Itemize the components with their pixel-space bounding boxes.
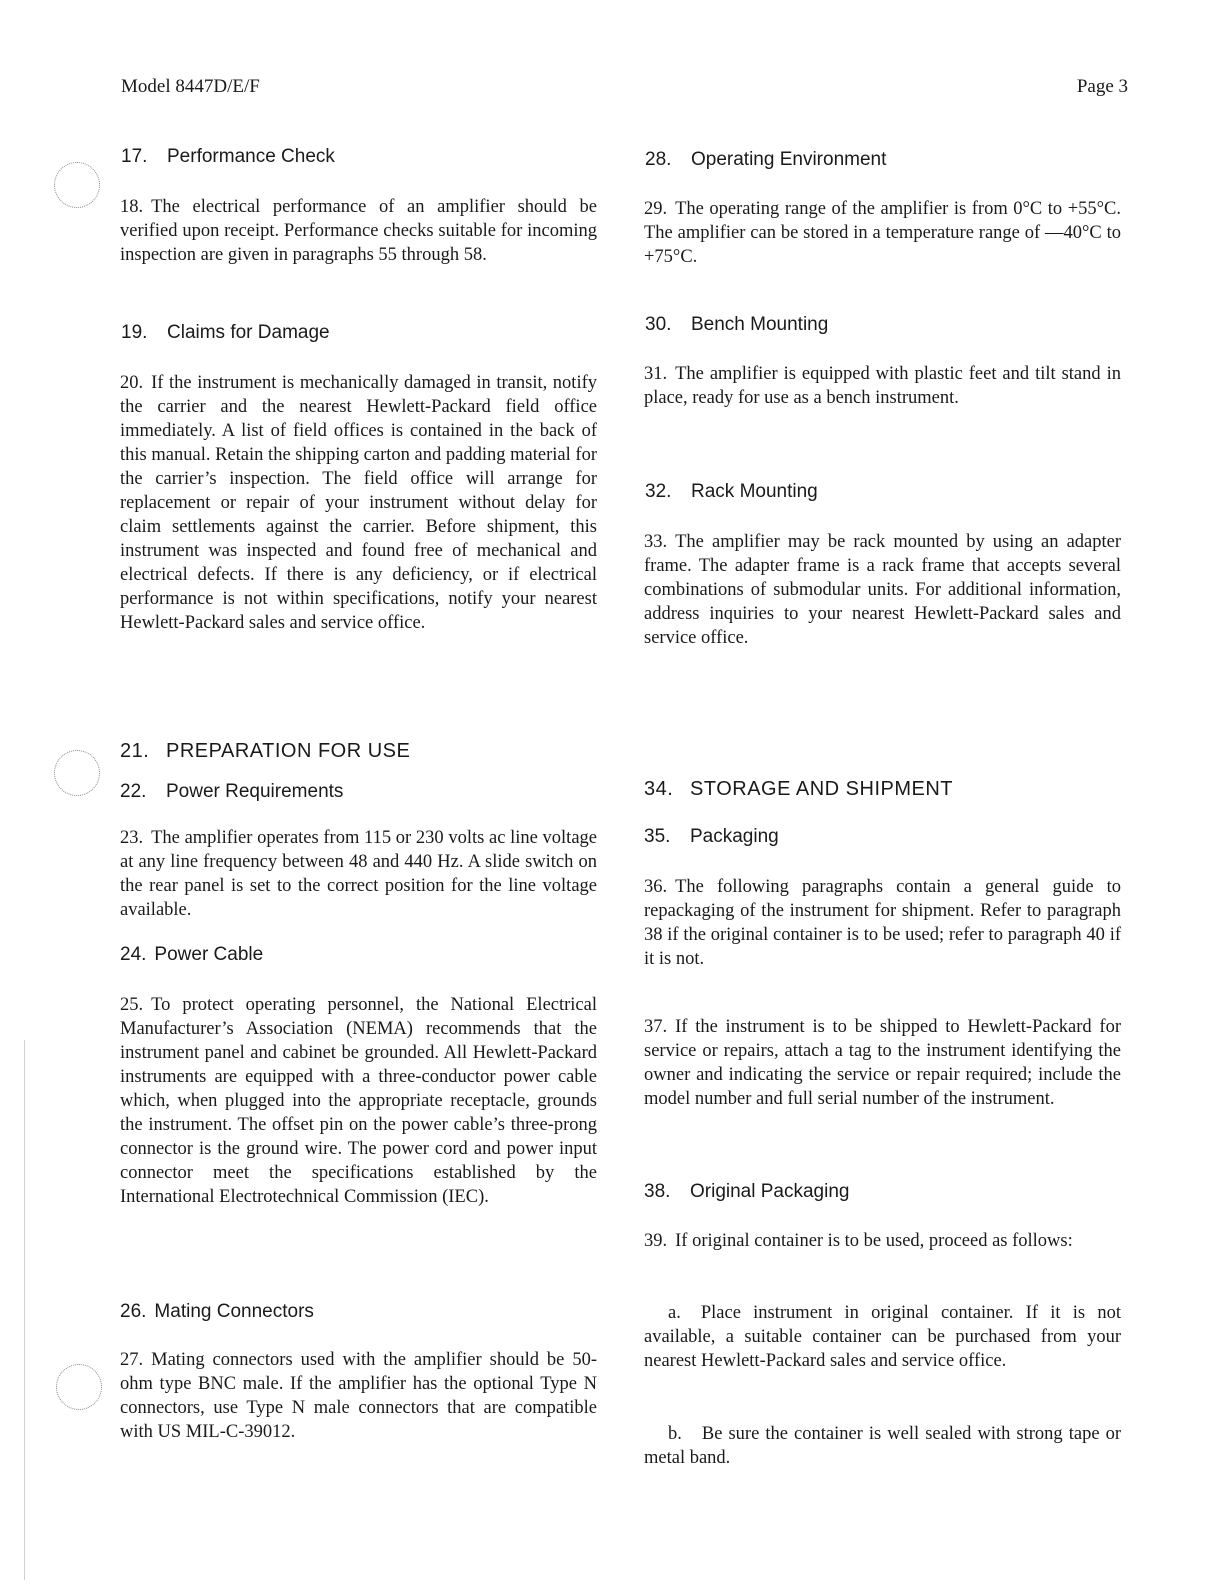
heading-operating-environment: 28. Operating Environment xyxy=(645,149,887,170)
binder-hole-bottom xyxy=(56,1364,102,1410)
paragraph-33: 33. The amplifier may be rack mounted by using an adapter frame. The adapter frame is a rack frame that accepts several combinations of submodular units. For additional information, address inquiries to your nearest Hewlett-Packard sales and service office. xyxy=(644,532,1121,648)
paragraph-25: 25. To protect operating personnel, the National Electrical Manufacturer’s Association (NEMA) recommends that the instrument panel and cabinet be grounded. All Hewlett-Packard instruments are equipped with a three-conductor power cable which, when plugged into the appropriate receptacle, grounds the instrument. The offset pin on the power cable’s three-prong connector is the ground wire. The power cord and power input connector meet the specifications established by the International Electrotechnical Commission (IEC). xyxy=(120,995,597,1207)
heading-performance-check: 17. Performance Check xyxy=(121,146,335,167)
page-number: Page 3 xyxy=(1076,76,1128,97)
binder-hole-middle xyxy=(54,750,100,796)
paragraph-20: 20. If the instrument is mechanically damaged in transit, notify the carrier and the nearest Hewlett-Packard field office immediately. A list of field offices is contained in the back of this manual. Retain the shipping carton and padding material for the carrier’s inspection. The field office will arrange for replacement or repair of your instrument without delay for claim settlements against the carrier. Before shipment, this instrument was inspected and found free of mechanical and electrical defects. If there is any deficiency, or if electrical performance is not within specifications, notify your nearest Hewlett-Packard sales and service office. xyxy=(120,373,597,633)
heading-preparation-for-use: 21. PREPARATION FOR USE xyxy=(120,740,411,762)
heading-power-requirements: 22. Power Requirements xyxy=(120,781,344,802)
paragraph-39: 39. If original container is to be used, proceed as follows: xyxy=(644,1231,1073,1251)
heading-packaging: 35. Packaging xyxy=(644,826,779,847)
list-item-b: b. Be sure the container is well sealed with strong tape or metal band. xyxy=(644,1424,1121,1468)
heading-power-cable: 24. Power Cable xyxy=(120,944,264,965)
model-header: Model 8447D/E/F xyxy=(121,76,260,97)
heading-claims-for-damage: 19. Claims for Damage xyxy=(121,322,330,343)
paragraph-23: 23. The amplifier operates from 115 or 230 volts ac line voltage at any line frequency between 48 and 440 Hz. A slide switch on the rear panel is set to the correct position for the line voltage available. xyxy=(120,828,597,920)
heading-rack-mounting: 32. Rack Mounting xyxy=(645,481,818,502)
binder-hole-top xyxy=(54,162,100,208)
paragraph-36: 36. The following paragraphs contain a general guide to repackaging of the instrument for shipment. Refer to paragraph 38 if the original container is to be used; refer to paragraph 40 if it is not. xyxy=(644,877,1121,969)
paragraph-18: 18. The electrical performance of an amplifier should be verified upon receipt. Performance checks suitable for incoming inspection are given in paragraphs 55 through 58. xyxy=(120,197,597,265)
heading-storage-and-shipment: 34. STORAGE AND SHIPMENT xyxy=(644,778,954,800)
heading-bench-mounting: 30. Bench Mounting xyxy=(645,314,829,335)
paragraph-29: 29. The operating range of the amplifier is from 0°C to +55°C. The amplifier can be stored in a temperature range of —40°C to +75°C. xyxy=(644,199,1121,267)
paragraph-31: 31. The amplifier is equipped with plastic feet and tilt stand in place, ready for use as a bench instrument. xyxy=(644,364,1121,408)
heading-original-packaging: 38. Original Packaging xyxy=(644,1181,850,1202)
list-item-a: a. Place instrument in original container. If it is not available, a suitable container can be purchased from your nearest Hewlett-Packard sales and service office. xyxy=(644,1303,1121,1371)
heading-mating-connectors: 26. Mating Connectors xyxy=(120,1301,314,1322)
paragraph-27: 27. Mating connectors used with the amplifier should be 50-ohm type BNC male. If the amplifier has the optional Type N connectors, use Type N male connectors that are compatible with US MIL-C-39012. xyxy=(120,1350,597,1442)
scan-margin-line xyxy=(24,1040,25,1580)
paragraph-37: 37. If the instrument is to be shipped to Hewlett-Packard for service or repairs, attach a tag to the instrument identifying the owner and indicating the service or repair required; include the model number and full serial number of the instrument. xyxy=(644,1017,1121,1109)
